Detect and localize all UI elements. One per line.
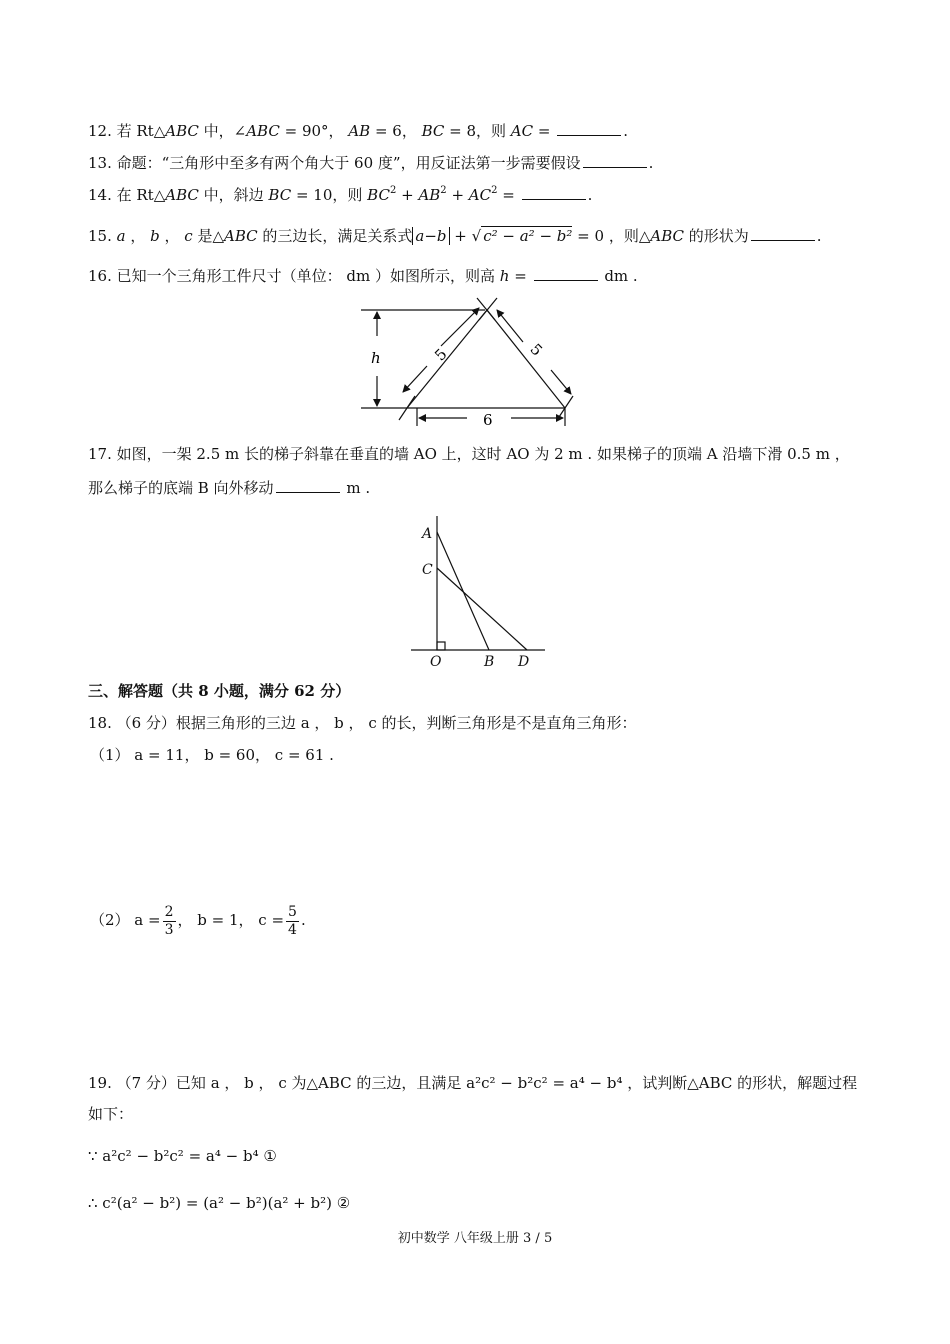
right-angle-mark	[437, 642, 445, 650]
q13-text: 13. 命题：“三角形中至多有两个角大于 60 度”，用反证法第一步需要假设	[88, 154, 581, 172]
question-15: 15. a ， b ， c 是△ABC 的三边长，满足关系式 a−b + √ c² − a² − b² = 0 ，则△ABC 的形状为 .	[88, 227, 822, 245]
fig17-label-D: D	[518, 654, 530, 670]
q15-plus: +	[449, 227, 472, 245]
q19-line2: 如下：	[88, 1105, 134, 1123]
q17-answer-blank[interactable]	[276, 478, 340, 493]
question-17-line2	[88, 478, 890, 498]
q15-sep1: ，	[125, 227, 151, 245]
fig16-label-h: h	[371, 349, 381, 367]
question-14: 14. 在 Rt△ABC 中，斜边 BC = 10，则 $BC^2 + AB^2 + AC^2$ = .	[88, 185, 593, 204]
figure-17-ladder	[405, 512, 555, 672]
fig16-label-left: 5	[431, 345, 451, 365]
q12-eq4: =	[533, 122, 556, 140]
q19-line1: 19. （7 分）已知 a ， b ， c 为△ABC 的三边，且满足 a²c² − b²c² = a⁴ − b⁴ ，试判断△ABC 的形状，解题过程	[88, 1074, 858, 1092]
q12-answer-blank[interactable]	[557, 121, 621, 136]
q12-ab: AB	[348, 122, 371, 140]
q12-mid: 中，∠	[198, 122, 247, 140]
q14-plus2: +	[446, 186, 469, 204]
q15-answer-blank[interactable]	[751, 226, 815, 241]
q15-post: 的形状为	[683, 227, 749, 245]
fraction-a: $\frac{2}{3}$	[164, 903, 174, 938]
q12-eq1: = 90°，	[279, 122, 349, 140]
section-3-title: 三、解答题（共 8 小题，满分 62 分）	[88, 682, 351, 700]
q14-end: .	[587, 186, 593, 204]
page-footer: 初中数学 八年级上册 3 / 5	[397, 1231, 553, 1246]
q16-pre: 16. 已知一个三角形工件尺寸（单位： dm ）如图所示，则高	[88, 267, 500, 285]
q15-sep2: ，	[159, 227, 185, 245]
q15-a: a	[116, 227, 126, 245]
question-12	[88, 121, 890, 141]
q15-eq: = 0 ，则△	[572, 227, 651, 245]
fig16-label-base: 6	[483, 411, 493, 429]
q15-abc: ABC	[224, 227, 258, 245]
q17-line1: 17. 如图，一架 2.5 m 长的梯子斜靠在垂直的墙 AO 上，这时 AO 为 2 m . 如果梯子的顶端 A 沿墙下滑 0.5 m ，	[88, 445, 850, 463]
q12-end: .	[623, 122, 628, 140]
q18-part2	[90, 900, 890, 940]
question-13	[88, 153, 890, 173]
q15-pre: 15.	[88, 227, 117, 245]
q16-h: h	[499, 267, 510, 285]
q14-answer-blank[interactable]	[522, 185, 586, 200]
q18-part1: （1） a = 11， b = 60， c = 61 .	[90, 746, 334, 764]
q18-part2-pre: （2） a =	[90, 911, 161, 929]
q15-abc2: ABC	[650, 227, 684, 245]
q13-end: .	[648, 154, 654, 172]
q12-text: 12. 若 Rt△	[88, 122, 166, 140]
q12-eq3: = 8，则	[444, 122, 511, 140]
q19-step1: ∵ a²c² − b²c² = a⁴ − b⁴ ①	[88, 1147, 277, 1165]
triangle-right-side	[487, 310, 565, 408]
q14-pre: 14. 在 Rt△	[88, 186, 166, 204]
q15-abs-expr: a−b	[412, 227, 449, 245]
fig17-label-O: O	[430, 654, 442, 670]
q16-eq: =	[509, 267, 532, 285]
q15-b: b	[150, 227, 160, 245]
q13-answer-blank[interactable]	[583, 153, 647, 168]
q16-unit: dm .	[599, 267, 638, 285]
fig17-label-B: B	[484, 654, 495, 670]
q12-ac: AC	[510, 122, 534, 140]
q15-sqrt-expr: c² − a² − b²	[483, 227, 573, 245]
q14-bc: BC	[268, 186, 292, 204]
q14-mid: 中，斜边	[198, 186, 269, 204]
fig17-label-A: A	[422, 526, 433, 542]
figure-16-triangle	[355, 296, 595, 432]
q14-eq2: =	[497, 186, 520, 204]
q14-eq: = 10，则	[291, 186, 368, 204]
q15-c: c	[184, 227, 193, 245]
q14-plus1: +	[396, 186, 419, 204]
q15-mid2: 的三边长，满足关系式	[257, 227, 413, 245]
q19-step2: ∴ c²(a² − b²) = (a² − b²)(a² + b²) ②	[88, 1194, 351, 1212]
q14-ac: AC	[468, 186, 492, 204]
q12-eq2: = 6，	[370, 122, 422, 140]
q14-bc2: BC	[367, 186, 390, 204]
fraction-c: $\frac{5}{4}$	[288, 903, 297, 938]
q17-line2-end: m .	[341, 479, 371, 497]
q14-abc: ABC	[165, 186, 199, 204]
question-16	[88, 266, 890, 286]
q15-mid: 是△	[192, 227, 224, 245]
q14-ab: AB	[418, 186, 441, 204]
q15-end: .	[816, 227, 822, 245]
question-17-line1	[88, 444, 890, 464]
fig17-label-C: C	[422, 562, 433, 578]
q12-abc2: ABC	[246, 122, 280, 140]
ladder-cd	[437, 568, 527, 650]
q12-bc: BC	[421, 122, 445, 140]
q17-line2-pre: 那么梯子的底端 B 向外移动	[88, 479, 274, 497]
q16-answer-blank[interactable]	[534, 266, 598, 281]
q18-part2-end: .	[300, 911, 306, 929]
fig16-label-right: 5	[526, 340, 546, 360]
q18-title: 18. （6 分）根据三角形的三边 a ， b ， c 的长，判断三角形是不是直角三角形：	[88, 714, 637, 732]
q12-abc: ABC	[165, 122, 199, 140]
q18-part2-mid: ， b = 1， c =	[177, 911, 285, 929]
